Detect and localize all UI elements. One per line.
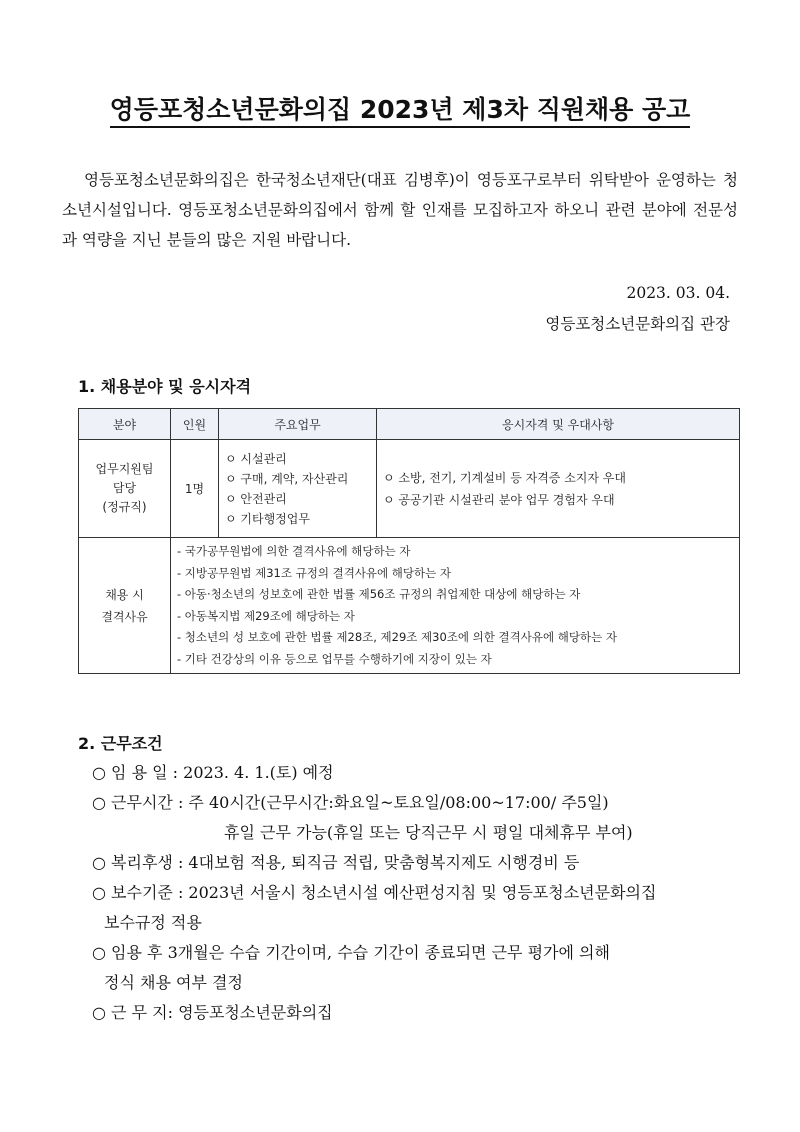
disqualification-label: 채용 시 결격사유	[79, 538, 171, 674]
condition-hours-note: 휴일 근무 가능(휴일 또는 당직근무 시 평일 대체휴무 부여)	[224, 823, 633, 842]
count-cell: 1명	[171, 440, 219, 538]
disqualification-list	[171, 538, 740, 674]
condition-probation: ○ 임용 후 3개월은 수습 기간이며, 수습 기간이 종료되면 근무 평가에 의해	[92, 943, 610, 962]
condition-location: ○ 근 무 지: 영등포청소년문화의집	[92, 1003, 333, 1022]
announcement-date: 2023. 03. 04.	[626, 284, 730, 302]
duty-item: ㅇ 안전관리	[225, 491, 287, 506]
disqualification-item: - 기타 건강상의 이유 등으로 업무를 수행하기에 지장이 있는 자	[177, 651, 492, 666]
condition-start-date: ○ 임 용 일 : 2023. 4. 1.(토) 예정	[92, 763, 334, 782]
condition-pay: ○ 보수기준 : 2023년 서울시 청소년시설 예산편성지침 및 영등포청소년문화의집	[92, 883, 657, 902]
condition-hours: ○ 근무시간 : 주 40시간(근무시간:화요일~토요일/08:00~17:00/ 주5일)	[92, 793, 609, 812]
disqualification-item: - 청소년의 성 보호에 관한 법률 제28조, 제29조 제30조에 의한 결격사유에 해당하는 자	[177, 630, 617, 644]
issuer: 영등포청소년문화의집 관장	[545, 315, 730, 333]
table-row	[79, 440, 740, 538]
header-count: 인원	[171, 409, 219, 440]
field-cell: 업무지원팀 담당 (정규직)	[79, 440, 171, 538]
qualification-item: ㅇ 소방, 전기, 기계설비 등 자격증 소지자 우대	[383, 470, 626, 485]
disqualification-item: - 국가공무원법에 의한 결격사유에 해당하는 자	[177, 544, 411, 558]
duty-item: ㅇ 구매, 계약, 자산관리	[225, 471, 349, 486]
duties-cell	[219, 440, 377, 538]
intro-paragraph: 영등포청소년문화의집은 한국청소년재단(대표 김병후)이 영등포구로부터 위탁받아 운영하는 청소년시설입니다. 영등포청소년문화의집에서 함께 할 인재를 모집하고자 하오니 관련 분야에 전문성과 역량을 지닌 분들의 많은 지원 바랍니다.	[62, 171, 738, 249]
header-duties: 주요업무	[219, 409, 377, 440]
duty-item: ㅇ 기타행정업무	[225, 511, 310, 526]
table-header-row	[79, 409, 740, 440]
table-row	[79, 538, 740, 674]
section-2-heading: 2. 근무조건	[78, 734, 163, 753]
condition-welfare: ○ 복리후생 : 4대보험 적용, 퇴직금 적립, 맞춤형복지제도 시행경비 등	[92, 853, 580, 872]
header-qualifications: 응시자격 및 우대사항	[377, 409, 740, 440]
qualification-item: ㅇ 공공기관 시설관리 분야 업무 경험자 우대	[383, 492, 615, 507]
duty-item: ㅇ 시설관리	[225, 451, 287, 466]
disqualification-item: - 아동복지법 제29조에 해당하는 자	[177, 608, 355, 623]
disqualification-item: - 아동·청소년의 성보호에 관한 법률 제56조 규정의 취업제한 대상에 해당하는 자	[177, 587, 581, 601]
work-conditions	[92, 758, 742, 1028]
qualifications-cell	[377, 440, 740, 538]
recruitment-table	[78, 408, 740, 674]
section-1-heading: 1. 채용분야 및 응시자격	[78, 377, 252, 396]
condition-probation-note: 정식 채용 여부 결정	[104, 973, 243, 992]
condition-pay-note: 보수규정 적용	[104, 913, 202, 932]
disqualification-item: - 지방공무원법 제31조 규정의 결격사유에 해당하는 자	[177, 565, 452, 580]
header-field: 분야	[79, 409, 171, 440]
page-title: 영등포청소년문화의집 2023년 제3차 직원채용 공고	[60, 90, 740, 126]
